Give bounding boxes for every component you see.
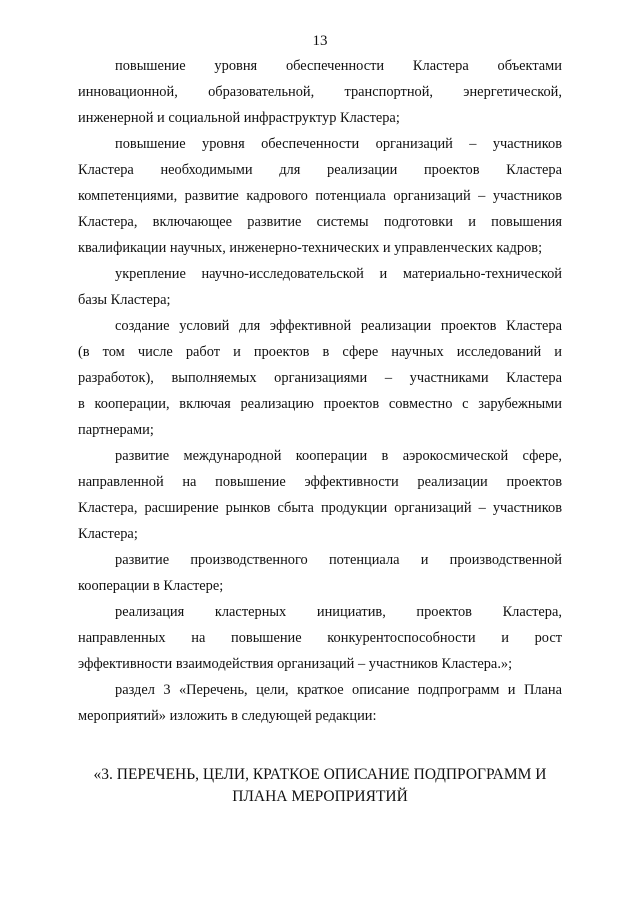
paragraph-line: повышение уровня обеспеченности Кластера объектами (115, 58, 562, 74)
paragraph-line: создание условий для эффективной реализации проектов Кластера (115, 318, 562, 334)
paragraph-line: развитие международной кооперации в аэрокосмической сфере, (115, 448, 562, 464)
paragraph (78, 53, 562, 131)
paragraph-line: базы Кластера; (78, 292, 171, 308)
paragraph (78, 599, 562, 677)
paragraph-line: инженерной и социальной инфраструктур Кластера; (78, 110, 400, 126)
paragraph-line: Кластера; (78, 526, 138, 542)
paragraph (78, 677, 562, 729)
section-heading-line-1: «3. ПЕРЕЧЕНЬ, ЦЕЛИ, КРАТКОЕ ОПИСАНИЕ ПОДПРОГРАММ И (93, 766, 547, 783)
paragraph-line: квалификации научных, инженерно-технических и управленческих кадров; (78, 240, 543, 256)
paragraph-line: направленных на повышение конкурентоспособности и рост (78, 630, 562, 646)
paragraph-line: развитие производственного потенциала и производственной (115, 552, 562, 568)
paragraph-line: инновационной, образовательной, транспортной, энергетической, (78, 84, 562, 100)
paragraph (78, 547, 562, 599)
paragraph-line: кооперации в Кластере; (78, 578, 224, 594)
paragraph-line: партнерами; (78, 422, 154, 438)
paragraph-line: Кластера, включающее развитие системы подготовки и повышения (78, 214, 562, 230)
paragraph-line: компетенциями, развитие кадрового потенциала организаций – участников (78, 188, 562, 204)
paragraph-line: разработок), выполняемых организациями – участниками Кластера (78, 370, 562, 386)
section-heading (78, 764, 562, 808)
paragraph (78, 131, 562, 261)
paragraph-line: Кластера необходимыми для реализации проектов Кластера (78, 162, 562, 178)
page-number: 13 (312, 33, 328, 49)
paragraph-line: (в том числе работ и проектов в сфере научных исследований и (78, 344, 562, 360)
paragraph-line: мероприятий» изложить в следующей редакции: (78, 708, 377, 724)
paragraph-line: Кластера, расширение рынков сбыта продукции организаций – участников (78, 500, 562, 516)
paragraph-line: укрепление научно-исследовательской и материально-технической (115, 266, 562, 282)
paragraph-line: в кооперации, включая реализацию проектов совместно с зарубежными (78, 396, 562, 412)
paragraph-line: реализация кластерных инициатив, проектов Кластера, (115, 604, 562, 620)
document-body (78, 53, 562, 729)
paragraph-line: раздел 3 «Перечень, цели, краткое описание подпрограмм и Плана (115, 682, 562, 698)
paragraph-line: направленной на повышение эффективности реализации проектов (78, 474, 562, 490)
paragraph (78, 261, 562, 313)
paragraph-line: эффективности взаимодействия организаций – участников Кластера.»; (78, 656, 513, 672)
paragraph (78, 443, 562, 547)
section-heading-line-2: ПЛАНА МЕРОПРИЯТИЙ (232, 788, 408, 805)
paragraph (78, 313, 562, 443)
paragraph-line: повышение уровня обеспеченности организаций – участников (115, 136, 562, 152)
